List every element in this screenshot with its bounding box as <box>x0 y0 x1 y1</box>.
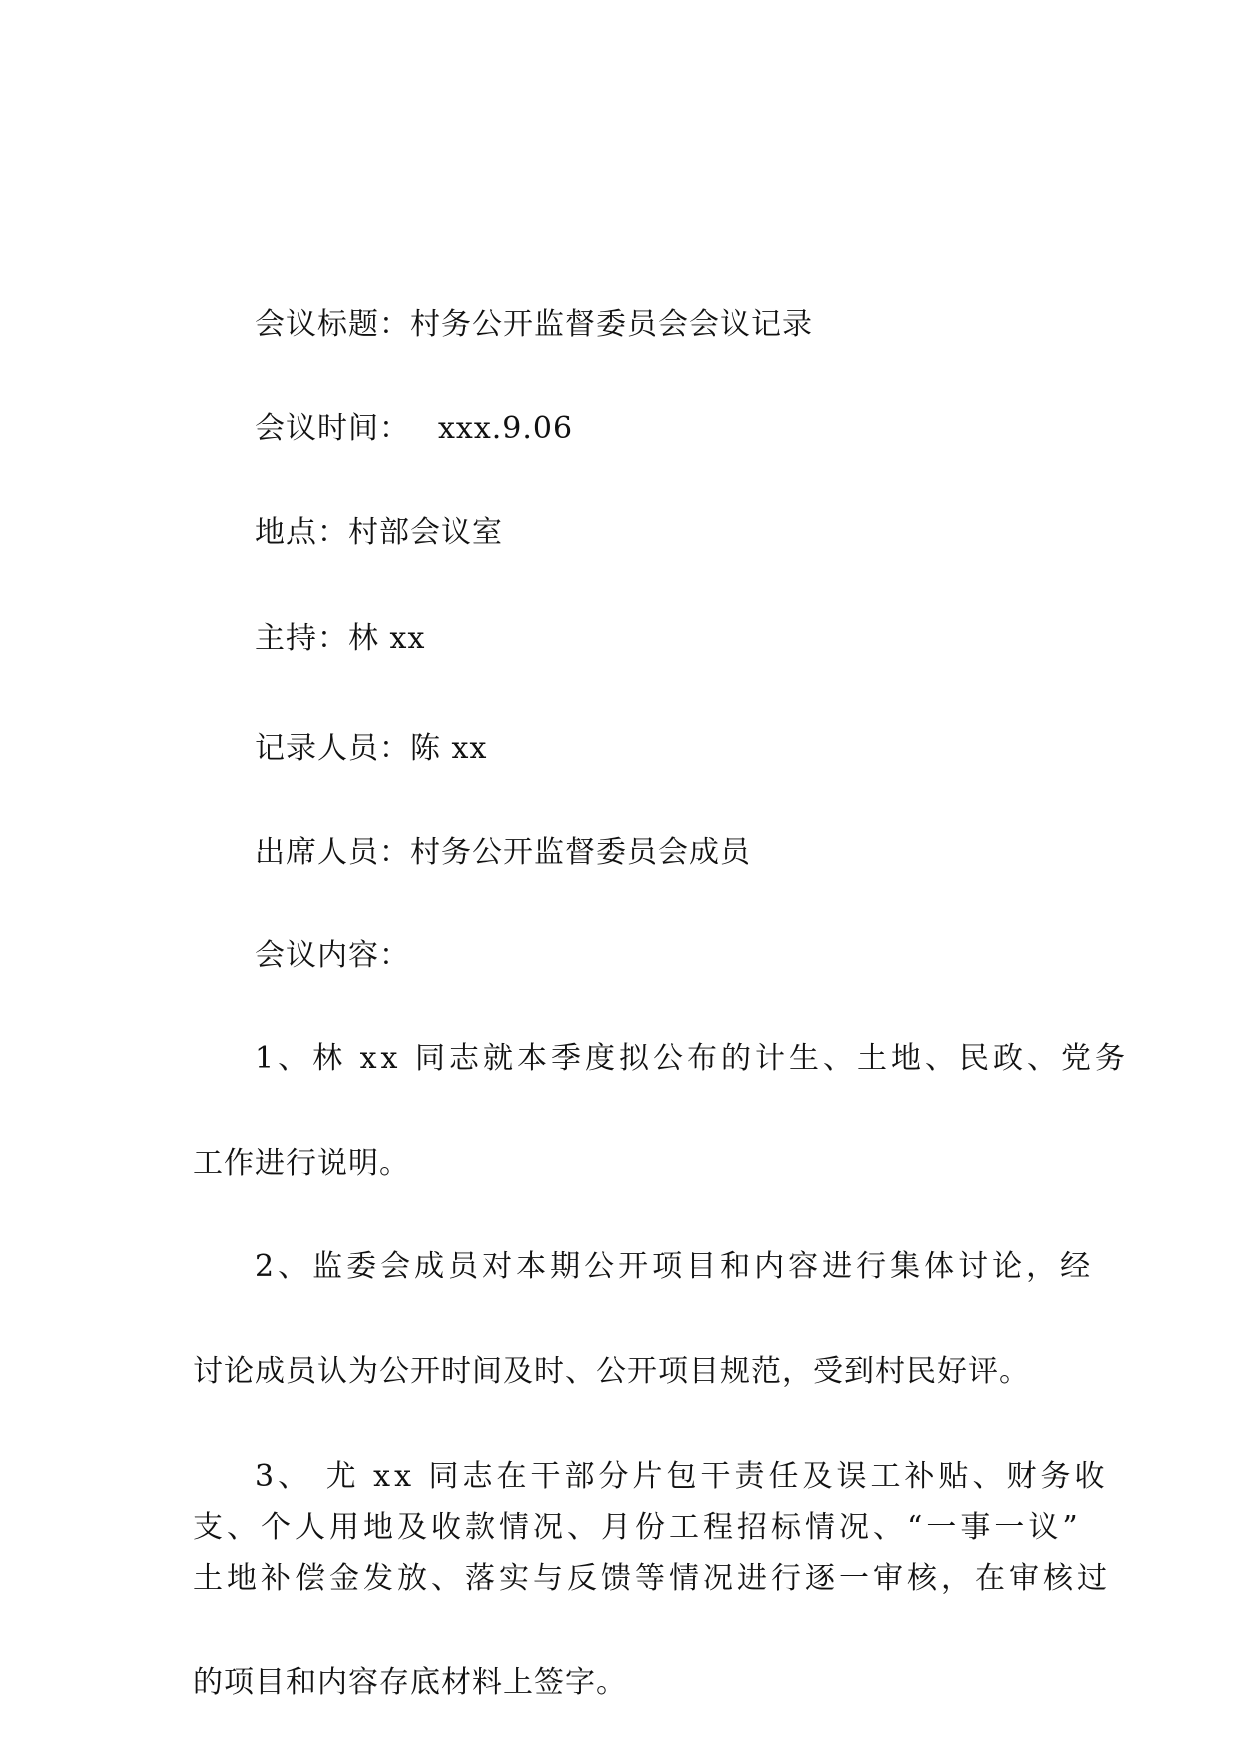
meeting-attendees-line: 出席人员：村务公开监督委员会成员 <box>255 835 751 870</box>
meeting-location-line: 地点：村部会议室 <box>255 515 503 550</box>
meeting-time-label: 会议时间： <box>255 411 410 446</box>
meeting-host-line: 主持：林 xx <box>255 621 426 656</box>
item-3-line-1: 3、 尤 xx 同志在干部分片包干责任及误工补贴、财务收 <box>255 1459 1109 1494</box>
item-1-line-2: 工作进行说明。 <box>193 1146 410 1181</box>
meeting-time-line <box>255 411 573 447</box>
item-1-line-1: 1、林 xx 同志就本季度拟公布的计生、土地、民政、党务 <box>255 1041 1129 1076</box>
meeting-title-line: 会议标题：村务公开监督委员会会议记录 <box>255 307 813 342</box>
item-2-line-1: 2、监委会成员对本期公开项目和内容进行集体讨论，经 <box>255 1249 1095 1284</box>
item-3-line-2: 支、个人用地及收款情况、月份工程招标情况、“一事一议” <box>193 1510 1082 1545</box>
meeting-content-label: 会议内容： <box>255 938 410 973</box>
item-3-line-3: 土地补偿金发放、落实与反馈等情况进行逐一审核，在审核过 <box>193 1561 1111 1596</box>
meeting-recorder-line: 记录人员：陈 xx <box>255 731 488 766</box>
meeting-time-value: xxx.9.06 <box>438 411 574 446</box>
item-3-line-4: 的项目和内容存底材料上签字。 <box>193 1665 627 1700</box>
item-2-line-2: 讨论成员认为公开时间及时、公开项目规范，受到村民好评。 <box>193 1354 1030 1389</box>
